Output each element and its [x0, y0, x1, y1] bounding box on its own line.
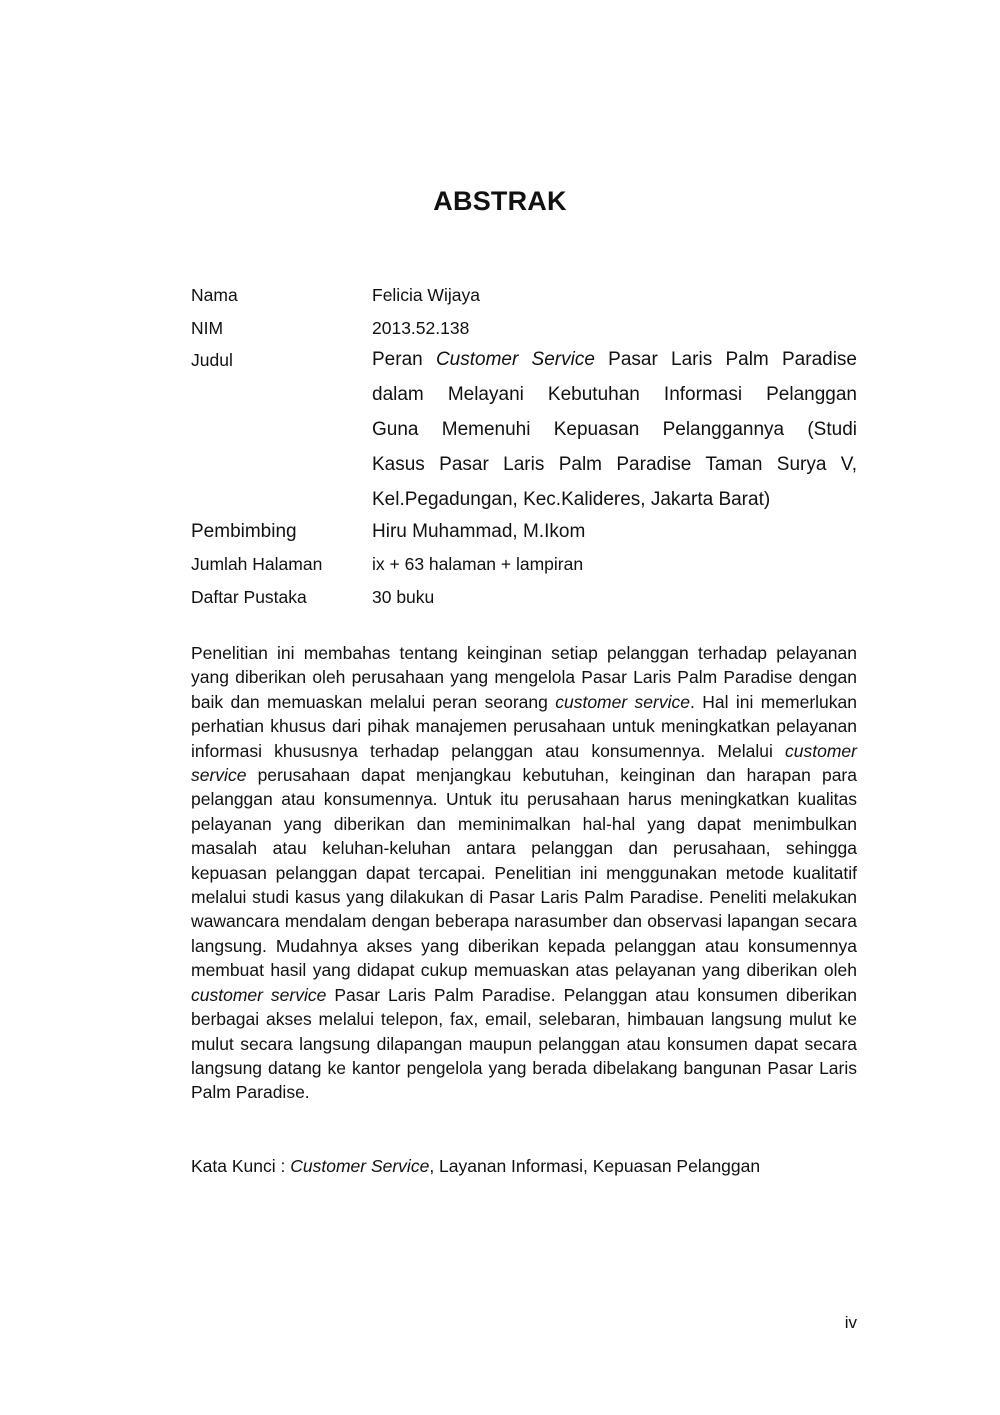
- nama-label: Nama: [191, 285, 238, 305]
- pustaka-value: 30 buku: [372, 586, 435, 607]
- judul-value: [372, 342, 857, 517]
- keywords-label: Kata Kunci :: [191, 1156, 291, 1176]
- pustaka-label: Daftar Pustaka: [191, 586, 307, 607]
- halaman-label: Jumlah Halaman: [191, 554, 323, 574]
- judul-line-3: Guna Memenuhi Kepuasan Pelanggannya (Studi: [372, 419, 857, 440]
- nim-value: 2013.52.138: [372, 317, 470, 338]
- keywords-italic: Customer Service: [290, 1156, 430, 1176]
- metadata-table: [191, 282, 857, 616]
- meta-row-judul: [191, 347, 857, 517]
- halaman-value: ix + 63 halaman + lampiran: [372, 554, 584, 574]
- nim-label: NIM: [191, 317, 224, 338]
- page-number: iv: [844, 1313, 857, 1332]
- judul-line-4: Kasus Pasar Laris Palm Paradise Taman Surya V,: [372, 454, 857, 475]
- nama-value: Felicia Wijaya: [372, 285, 480, 305]
- pembimbing-label: Pembimbing: [191, 521, 297, 542]
- pembimbing-value: Hiru Muhammad, M.Ikom: [372, 521, 586, 542]
- judul-line-1: Peran Customer Service Pasar Laris Palm Paradise: [372, 349, 857, 370]
- meta-row-pustaka: [191, 584, 857, 617]
- judul-label: Judul: [191, 350, 233, 370]
- meta-row-halaman: [191, 551, 857, 584]
- keywords-rest: , Layanan Informasi, Kepuasan Pelanggan: [429, 1156, 761, 1176]
- meta-row-pembimbing: [191, 517, 857, 551]
- abstract-paragraph: Penelitian ini membahas tentang keinginan setiap pelanggan terhadap pelayanan yang diberikan oleh perusahaan yang mengelola Pasar Laris Palm Paradise dengan baik dan memuaskan melalui peran seorang customer service. Hal ini memerlukan perhatian khusus dari pihak manajemen perusahaan untuk meningkatkan pelayanan informasi khususnya terhadap pelanggan atau konsumennya. Melalui customer service perusahaan dapat menjangkau kebutuhan, keinginan dan harapan para pelanggan atau konsumennya. Untuk itu perusahaan harus meningkatkan kualitas pelayanan yang diberikan dan meminimalkan hal-hal yang dapat menimbulkan masalah atau keluhan-keluhan antara pelanggan dan perusahaan, sehingga kepuasan pelanggan dapat tercapai. Penelitian ini menggunakan metode kualitatif melalui studi kasus yang dilakukan di Pasar Laris Palm Paradise. Peneliti melakukan wawancara mendalam dengan beberapa narasumber dan observasi lapangan secara langsung. Mudahnya akses yang diberikan kepada pelanggan atau konsumennya membuat hasil yang didapat cukup memuaskan atas pelayanan yang diberikan oleh customer service Pasar Laris Palm Paradise. Pelanggan atau konsumen diberikan berbagai akses melalui telepon, fax, email, selebaran, himbauan langsung mulut ke mulut secara langsung dilapangan maupun pelanggan atau konsumen dapat secara langsung datang ke kantor pengelola yang berada dibelakang bangunan Pasar Laris Palm Paradise.: [191, 643, 857, 1103]
- judul-line-5: Kel.Pegadungan, Kec.Kalideres, Jakarta Barat): [372, 489, 771, 510]
- judul-line-2: dalam Melayani Kebutuhan Informasi Pelanggan: [372, 384, 857, 405]
- keywords: [191, 1154, 857, 1178]
- page-title: ABSTRAK: [433, 186, 567, 216]
- meta-row-nama: [191, 282, 857, 315]
